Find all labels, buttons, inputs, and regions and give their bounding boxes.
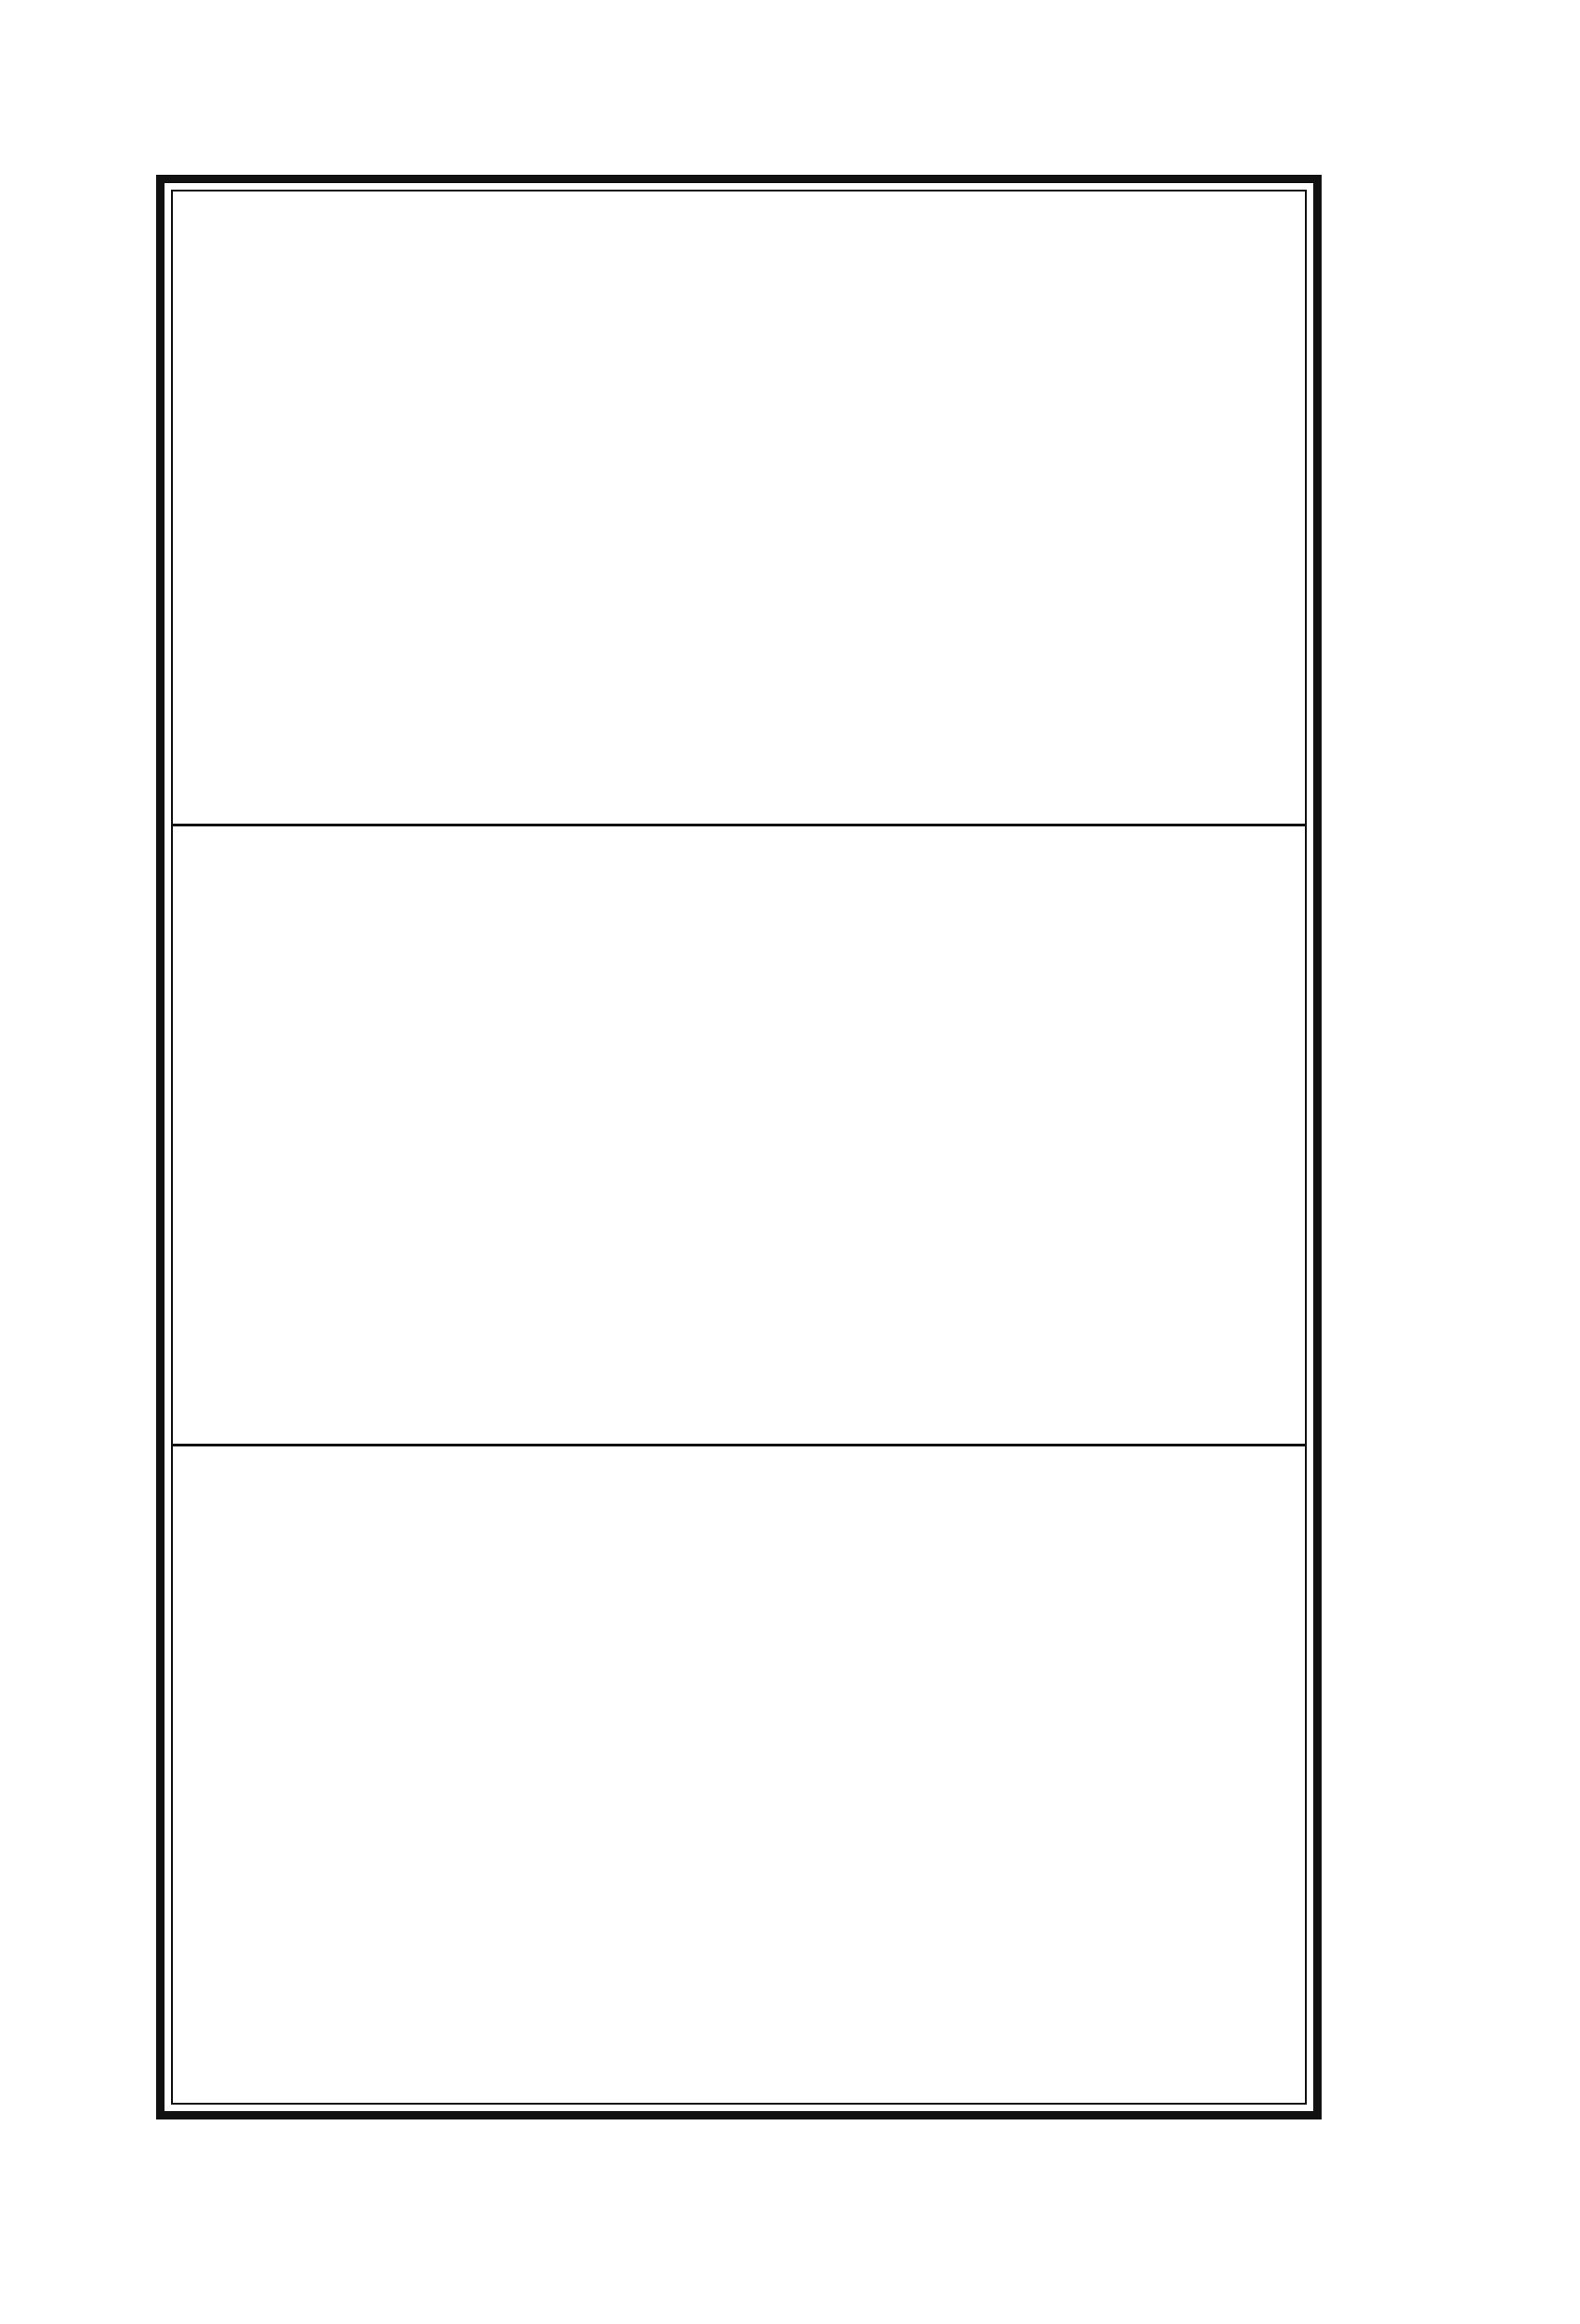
middle-text-block: [186, 841, 1294, 1427]
section-divider-top: [171, 824, 1307, 826]
section-divider-bottom: [171, 1444, 1307, 1446]
top-text-block: [186, 232, 1294, 809]
bottom-text-block: [186, 1459, 1294, 2101]
